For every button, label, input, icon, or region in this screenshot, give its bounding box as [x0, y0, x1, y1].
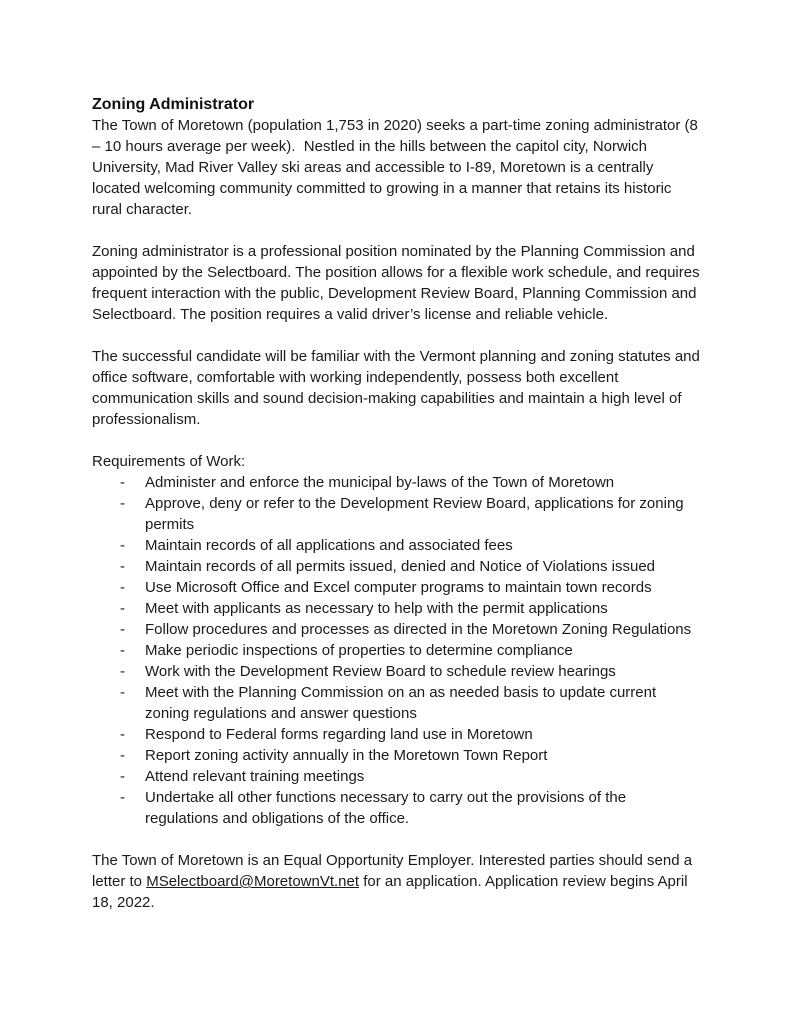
requirement-item: [92, 745, 702, 766]
closing-text-before: The Town of Moretown is an Equal Opportunity Employer. Interested parties should send a letter to: [92, 852, 693, 890]
requirement-item: [92, 493, 702, 535]
requirement-text: Approve, deny or refer to the Development Review Board, applications for zoning permits: [145, 495, 684, 533]
position-paragraph: Zoning administrator is a professional position nominated by the Planning Commission and appointed by the Selectboard. The position allows for a flexible work schedule, and requires frequent interaction with the public, Development Review Board, Planning Commission and Selectboard. The position requires a valid driver’s license and reliable vehicle.: [92, 243, 704, 323]
intro-paragraph: The Town of Moretown (population 1,753 in 2020) seeks a part-time zoning administrator (8 – 10 hours average per week). Nestled in the hills between the capitol city, Norwich University, Mad River Valley ski areas and accessible to I-89, Moretown is a centrally located welcoming community committed to growing in a manner that retains its historic rural character.: [92, 117, 703, 218]
requirement-item: [92, 724, 702, 745]
requirement-text: Maintain records of all permits issued, denied and Notice of Violations issued: [145, 558, 655, 575]
bullet-marker: -: [120, 600, 125, 617]
requirement-item: [92, 556, 702, 577]
bullet-marker: -: [120, 789, 125, 806]
bullet-marker: -: [120, 726, 125, 743]
email-link[interactable]: MSelectboard@MoretownVt.net: [146, 873, 360, 890]
requirement-item: [92, 619, 702, 640]
bullet-marker: -: [120, 747, 125, 764]
requirement-item: [92, 535, 702, 556]
requirements-list: [92, 472, 702, 829]
requirement-item: [92, 787, 702, 829]
requirement-text: Maintain records of all applications and associated fees: [145, 537, 513, 554]
requirement-text: Make periodic inspections of properties to determine compliance: [145, 642, 573, 659]
requirement-text: Follow procedures and processes as directed in the Moretown Zoning Regulations: [145, 621, 692, 638]
requirement-text: Undertake all other functions necessary to carry out the provisions of the regulations and obligations of the office.: [145, 789, 627, 827]
document-title: Zoning Administrator: [92, 96, 255, 113]
requirement-text: Respond to Federal forms regarding land use in Moretown: [145, 726, 533, 743]
requirement-text: Administer and enforce the municipal by-laws of the Town of Moretown: [145, 474, 615, 491]
bullet-marker: -: [120, 495, 125, 512]
requirement-item: [92, 577, 702, 598]
candidate-paragraph: The successful candidate will be familiar with the Vermont planning and zoning statutes and office software, comfortable with working independently, possess both excellent communication skills and sound decision-making capabilities and maintain a high level of professionalism.: [92, 348, 705, 428]
bullet-marker: -: [120, 642, 125, 659]
requirement-item: [92, 661, 702, 682]
requirement-item: [92, 766, 702, 787]
bullet-marker: -: [120, 621, 125, 638]
bullet-marker: -: [120, 537, 125, 554]
bullet-marker: -: [120, 768, 125, 785]
document-content: [92, 94, 705, 913]
requirement-text: Use Microsoft Office and Excel computer programs to maintain town records: [145, 579, 652, 596]
bullet-marker: -: [120, 558, 125, 575]
requirement-item: [92, 682, 702, 724]
bullet-marker: -: [120, 579, 125, 596]
closing-text-after: for an application. Application review begins April 18, 2022.: [92, 873, 688, 911]
bullet-marker: -: [120, 474, 125, 491]
requirement-text: Meet with the Planning Commission on an as needed basis to update current zoning regulations and answer questions: [145, 684, 657, 722]
requirement-item: [92, 598, 702, 619]
bullet-marker: -: [120, 663, 125, 680]
bullet-marker: -: [120, 684, 125, 701]
requirement-item: [92, 640, 702, 661]
requirement-text: Report zoning activity annually in the Moretown Town Report: [145, 747, 548, 764]
requirement-text: Attend relevant training meetings: [145, 768, 365, 785]
closing-paragraph: [92, 850, 702, 913]
requirement-text: Meet with applicants as necessary to help with the permit applications: [145, 600, 608, 617]
requirement-text: Work with the Development Review Board to schedule review hearings: [145, 663, 616, 680]
requirement-item: [92, 472, 702, 493]
requirements-heading: Requirements of Work:: [92, 453, 246, 470]
